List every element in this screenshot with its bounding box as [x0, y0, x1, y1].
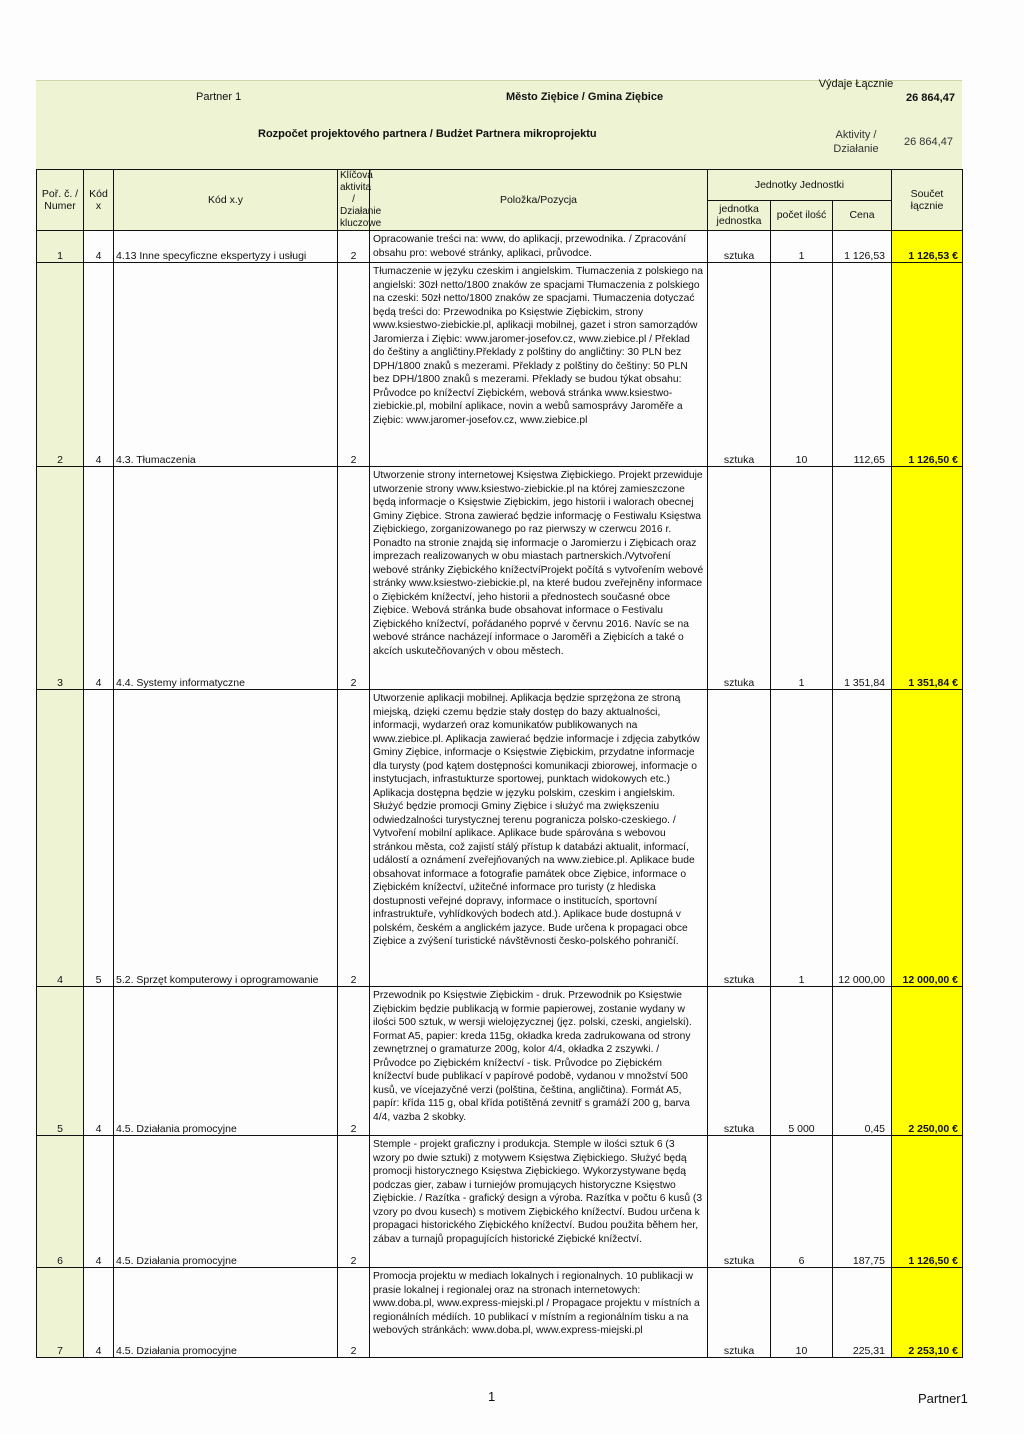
row-num: 6 — [37, 1136, 84, 1268]
row-kod-x: 4 — [84, 1136, 114, 1268]
row-klicova: 2 — [338, 467, 370, 690]
row-num: 7 — [37, 1268, 84, 1358]
row-kod-xy: 4.5. Działania promocyjne — [114, 1268, 338, 1358]
col-kod-x: Kód x — [84, 170, 114, 231]
row-unit: sztuka — [708, 1268, 771, 1358]
row-total: 1 351,84 € — [892, 467, 963, 690]
page-number: 1 — [488, 1389, 496, 1404]
col-kod-xy: Kód x.y — [114, 170, 338, 231]
col-cena: Cena — [833, 200, 892, 231]
row-kod-x: 4 — [84, 231, 114, 263]
row-kod-x: 4 — [84, 263, 114, 467]
table-row — [37, 987, 963, 1136]
row-qty: 5 000 — [771, 987, 833, 1136]
row-total: 1 126,50 € — [892, 263, 963, 467]
row-num: 3 — [37, 467, 84, 690]
row-qty: 1 — [771, 690, 833, 987]
col-polozka: Položka/Pozycja — [370, 170, 708, 231]
row-price: 1 126,53 — [833, 231, 892, 263]
table-row — [37, 263, 963, 467]
row-total: 12 000,00 € — [892, 690, 963, 987]
col-jednotka: jednotka jednostka — [708, 200, 771, 231]
budget-sheet — [36, 80, 962, 1358]
row-total: 1 126,53 € — [892, 231, 963, 263]
row-price: 187,75 — [833, 1136, 892, 1268]
row-num: 2 — [37, 263, 84, 467]
row-unit: sztuka — [708, 263, 771, 467]
row-unit: sztuka — [708, 467, 771, 690]
aktivity-label: Aktivity / Działanie — [833, 129, 879, 155]
row-desc: Utworzenie strony internetowej Księstwa Ziębickiego. Projekt przewiduje utworzenie strony www.ksiestwo-ziebickie.pl na której zamieszczone będą informacje o Księstwie Ziębickim, jego historii i walorach obecnej Gminy Ziębice. Strona zawierać będzie informację o Festiwalu Księstwa Ziębickiego, zorganizowanego po raz pierwszy w czerwcu 2016 r. Ponadto na stronie znajdą się informacje o Jaromierzu i Ziębicach oraz imprezach realizowanych w obu miastach partnerskich./Vytvoření webové stránky Ziębického knížectvíProjekt počítá s vytvořením webové stránky www.ksiestwo-ziebickie.pl, na které budou zveřejněny informace o Ziębickém knížectví, jeho historii a přednostech současné obce Ziębice. Webová stránka bude obsahovat informace o Festivalu Ziębického knížectví, pořádaného poprvé v červnu 2016. Navíc se na webové stránce nacházejí informace o Jaroměři a Ziębicích a také o akcích uskutečňovaných v obou městech. — [370, 467, 708, 690]
row-klicova: 2 — [338, 1268, 370, 1358]
row-price: 225,31 — [833, 1268, 892, 1358]
row-klicova: 2 — [338, 987, 370, 1136]
row-klicova: 2 — [338, 1136, 370, 1268]
col-klicova: Klíčová aktivita / Działanie kluczowe — [338, 170, 370, 231]
row-kod-x: 5 — [84, 690, 114, 987]
row-kod-x: 4 — [84, 467, 114, 690]
row-qty: 6 — [771, 1136, 833, 1268]
col-soucet: Součet łącznie — [892, 170, 963, 231]
row-kod-xy: 4.5. Działania promocyjne — [114, 1136, 338, 1268]
row-unit: sztuka — [708, 231, 771, 263]
row-kod-xy: 4.5. Działania promocyjne — [114, 987, 338, 1136]
row-kod-xy: 4.3. Tłumaczenia — [114, 263, 338, 467]
row-desc: Tłumaczenie w języku czeskim i angielskim. Tłumaczenia z polskiego na angielski: 30zł netto/1800 znaków ze spacjami Tłumaczenia z polskiego na czeski: 50zł netto/1800 znaków ze spacjami. Tłumaczenia dotyczać będą treści do: Przewodnika po Księstwie Ziębickim, strony www.ksiestwo-ziebickie.pl, aplikacji mobilnej, gazet i stron samorządów Jaromierza i Ziębic: www.jaromer-josefov.cz, www.ziebice.pl / Překlad do češtiny a angličtiny.Překlady z polštiny do angličtiny: 30 PLN bez DPH/1800 znaků s mezerami. Překlady z polštiny do češtiny: 50 PLN bez DPH/1800 znaků s mezerami. Překlady se budou týkat obsahu: Průvodce po knížectví Ziębickém, webová stránka www.ksiestwo-ziebickie.pl, mobilní aplikace, novin a webů samosprávy Jaroměře a Ziębic: www.jaromer-josefov.cz, www.ziebice.pl — [370, 263, 708, 467]
vydaje-label: Výdaje Łącznie — [818, 78, 894, 90]
row-qty: 1 — [771, 231, 833, 263]
row-total: 1 126,50 € — [892, 1136, 963, 1268]
row-desc: Przewodnik po Księstwie Ziębickim - druk. Przewodnik po Księstwie Ziębickim będzie publikacją w formie papierowej, zostanie wydany w ilości 500 sztuk, w wersji wielojęzycznej (jęz. polski, czeski, angielski). Format A5, papier: kreda 115g, okładka kreda zadrukowana od strony zewnętrznej o gramaturze 200g, kolor 4/4, okładka 2 zszywki. / Průvodce po Ziębickém knížectví - tisk. Průvodce po Ziębickém knížectví bude publikací v papírové podobě, vydanou v množství 500 kusů, ve vícejazyčné verzi (polština, čeština, angličtina). Formát A5, papír: křída 115 g, obal křída potištěná zevnitř s gramáží 200 g, barva 4/4, vazba 2 skobky. — [370, 987, 708, 1136]
aktivity-total: 26 864,47 — [904, 136, 953, 148]
row-num: 1 — [37, 231, 84, 263]
vydaje-total: 26 864,47 — [906, 92, 955, 104]
row-price: 12 000,00 — [833, 690, 892, 987]
row-desc: Stemple - projekt graficzny i produkcja. Stemple w ilości sztuk 6 (3 wzory po dwie sztuki) z motywem Księstwa Ziębickiego. Służyć będą promocji historycznego Księstwa Ziębickiego. Wykorzystywane będą podczas gier, zabaw i turniejów promujących historyczne Księstwo Ziębickie. / Razítka - grafický design a výroba. Razítka v počtu 6 kusů (3 vzory po dvou kusech) s motivem Ziębického knížectví. Budou určena k propagaci historického Ziębického knížectví. Budou použita během her, zábav a turnajů propagujících historické Ziębické knížectví. — [370, 1136, 708, 1268]
row-kod-xy: 4.13 Inne specyficzne ekspertyzy i usługi — [114, 231, 338, 263]
row-price: 0,45 — [833, 987, 892, 1136]
city-title: Město Ziębice / Gmina Ziębice — [506, 91, 664, 103]
row-kod-x: 4 — [84, 1268, 114, 1358]
row-num: 5 — [37, 987, 84, 1136]
table-row — [37, 690, 963, 987]
footer-partner: Partner1 — [918, 1391, 968, 1406]
row-desc: Promocja projektu w mediach lokalnych i regionalnych. 10 publikacji w prasie lokalnej i regionalej oraz na stronach internetowych: www.doba.pl, www.express-miejski.pl / Propagace projektu v místních a regionálních médiích. 10 publikací v místním a regionálním tisku a na webových stránkách: www.doba.pl, www.express-miejski.pl — [370, 1268, 708, 1358]
table-row — [37, 1268, 963, 1358]
row-klicova: 2 — [338, 263, 370, 467]
row-num: 4 — [37, 690, 84, 987]
partner-label: Partner 1 — [196, 91, 242, 103]
row-kod-x: 4 — [84, 987, 114, 1136]
table-row — [37, 1136, 963, 1268]
row-desc: Utworzenie aplikacji mobilnej. Aplikacja będzie sprzężona ze stroną miejską, dzięki czemu będzie stały dostęp do bazy aktualności, informacji, wydarzeń oraz komunikatów publikowanych na www.ziebice.pl. Aplikacja zawierać będzie informacje i zdjęcia zabytków Gminy Ziębice, informacje o Księstwie Ziębickim, przydatne informacje dla turysty (pod kątem dostępności komunikacji zbiorowej, informacje o instytucjach, infrastukturze sportowej, punktach widokowych etc.) Aplikacja dostępna będzie w języku polskim, czeskim i angielskim. Służyć będzie promocji Gminy Ziębice i służyć ma zwiększeniu odwiedzalności turystycznej terenu pogranicza polsko-czeskiego. / Vytvoření mobilní aplikace. Aplikace bude spárována s webovou stránkou města, což zajistí stálý přístup k databázi aktualit, informací, událostí a oznámení zveřejňovaných na www.ziebice.pl. Aplikace bude obsahovat informace a fotografie památek obce Ziębice, informace o Ziębickém knížectví, užitečné informace pro turisty (z hlediska dostupnosti veřejné dopravy, informace o institucích, sportovní infrastruktuře, vyhlídkových bodech atd.). Aplikace bude dostupná v polském, českém a anglickém jazyce. Bude určena k propagaci obce Ziębice a zvýšení turistické návštěvnosti česko-polského pohraničí. — [370, 690, 708, 987]
row-qty: 1 — [771, 467, 833, 690]
row-unit: sztuka — [708, 690, 771, 987]
row-total: 2 250,00 € — [892, 987, 963, 1136]
row-kod-xy: 5.2. Sprzęt komputerowy i oprogramowanie — [114, 690, 338, 987]
col-pocet: počet ilość — [771, 200, 833, 231]
row-kod-xy: 4.4. Systemy informatyczne — [114, 467, 338, 690]
budget-table — [36, 169, 963, 1358]
row-klicova: 2 — [338, 231, 370, 263]
col-jednotky: Jednotky Jednostki — [708, 170, 892, 201]
table-row — [37, 467, 963, 690]
table-row — [37, 231, 963, 263]
row-unit: sztuka — [708, 987, 771, 1136]
row-price: 112,65 — [833, 263, 892, 467]
row-unit: sztuka — [708, 1136, 771, 1268]
row-qty: 10 — [771, 263, 833, 467]
row-desc: Opracowanie treści na: www, do aplikacji, przewodnika. / Zpracování obsahu pro: webové stránky, aplikaci, průvodce. — [370, 231, 708, 263]
row-klicova: 2 — [338, 690, 370, 987]
row-total: 2 253,10 € — [892, 1268, 963, 1358]
header-band — [36, 80, 962, 169]
row-price: 1 351,84 — [833, 467, 892, 690]
row-qty: 10 — [771, 1268, 833, 1358]
col-por: Poř. č. / Numer — [37, 170, 84, 231]
budget-title: Rozpočet projektového partnera / Budżet Partnera mikroprojektu — [258, 128, 597, 140]
